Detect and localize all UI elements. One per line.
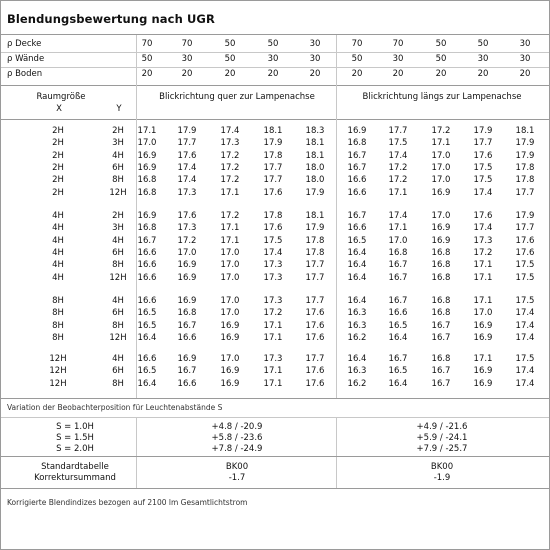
ugr-value: 16.7 bbox=[388, 260, 408, 271]
ugr-value: 16.6 bbox=[137, 247, 157, 258]
ugr-value: 17.1 bbox=[263, 332, 283, 343]
variation-left: +4.8 / -20.9 bbox=[211, 422, 263, 432]
ugr-value: 17.4 bbox=[388, 150, 408, 161]
ugr-value: 16.6 bbox=[347, 175, 367, 186]
room-x: 4H bbox=[52, 223, 64, 234]
ugr-value: 17.7 bbox=[515, 223, 535, 234]
ugr-value: 16.9 bbox=[137, 162, 157, 173]
ugr-value: 16.4 bbox=[388, 332, 408, 343]
reflectance-value: 30 bbox=[477, 54, 489, 64]
ugr-value: 17.3 bbox=[473, 235, 493, 246]
room-y: 4H bbox=[112, 296, 124, 306]
spacing-label: S = 1.0H bbox=[56, 422, 94, 432]
ugr-value: 17.7 bbox=[473, 138, 493, 149]
spacing-label: S = 2.0H bbox=[56, 444, 94, 454]
ugr-value: 17.4 bbox=[515, 320, 535, 331]
ugr-value: 16.5 bbox=[347, 235, 367, 246]
room-x: 4H bbox=[52, 211, 64, 221]
ugr-value: 17.6 bbox=[305, 366, 325, 377]
ugr-value: 16.8 bbox=[347, 138, 367, 149]
ugr-value: 16.5 bbox=[137, 308, 157, 319]
ugr-value: 17.0 bbox=[431, 175, 451, 186]
header-laengs: Blickrichtung längs zur Lampenachse bbox=[362, 92, 522, 102]
ugr-value: 17.4 bbox=[177, 162, 197, 173]
standard-right-value: -1.9 bbox=[433, 473, 451, 483]
divider bbox=[1, 34, 549, 35]
reflectance-value: 20 bbox=[519, 69, 531, 79]
ugr-value: 17.6 bbox=[263, 187, 283, 198]
ugr-value: 17.2 bbox=[263, 308, 283, 319]
ugr-value: 17.2 bbox=[220, 162, 240, 173]
ugr-value: 17.3 bbox=[177, 223, 197, 234]
room-x: 8H bbox=[52, 332, 64, 343]
ugr-value: 17.6 bbox=[177, 150, 197, 161]
ugr-value: 16.7 bbox=[431, 320, 451, 331]
ugr-value: 17.3 bbox=[177, 187, 197, 198]
room-x: 8H bbox=[52, 296, 64, 306]
reflectance-value: 30 bbox=[519, 39, 531, 49]
room-x: 4H bbox=[52, 272, 64, 283]
room-x: 4H bbox=[52, 260, 64, 271]
room-y: 2H bbox=[112, 211, 124, 221]
ugr-value: 17.4 bbox=[515, 366, 535, 377]
ugr-value: 17.9 bbox=[515, 150, 535, 161]
ugr-value: 17.9 bbox=[305, 187, 325, 198]
ugr-value: 16.8 bbox=[431, 260, 451, 271]
ugr-value: 17.7 bbox=[515, 187, 535, 198]
ugr-value: 16.9 bbox=[137, 150, 157, 161]
ugr-value: 17.7 bbox=[388, 126, 408, 136]
reflectance-value: 70 bbox=[181, 39, 193, 49]
x-label: X bbox=[56, 104, 62, 114]
ugr-value: 16.7 bbox=[137, 235, 157, 246]
room-x: 12H bbox=[49, 366, 67, 377]
reflectance-value: 30 bbox=[392, 54, 404, 64]
room-y: 8H bbox=[112, 320, 124, 331]
reflectance-value: 50 bbox=[351, 54, 363, 64]
ugr-value: 16.8 bbox=[137, 187, 157, 198]
ugr-value: 16.8 bbox=[137, 175, 157, 186]
room-x: 4H bbox=[52, 247, 64, 258]
variation-right: +7.9 / -25.7 bbox=[416, 444, 468, 454]
ugr-value: 17.8 bbox=[515, 162, 535, 173]
page-title: Blendungsbewertung nach UGR bbox=[7, 12, 215, 26]
ugr-value: 17.4 bbox=[177, 175, 197, 186]
ugr-value: 17.1 bbox=[473, 272, 493, 283]
ugr-value: 16.9 bbox=[137, 211, 157, 221]
room-y: 12H bbox=[109, 272, 127, 283]
ugr-value: 16.3 bbox=[347, 366, 367, 377]
reflectance-value: 50 bbox=[477, 39, 489, 49]
room-x: 2H bbox=[52, 126, 64, 136]
room-x: 2H bbox=[52, 187, 64, 198]
ugr-value: 16.8 bbox=[431, 308, 451, 319]
ugr-value: 17.6 bbox=[305, 378, 325, 389]
footer-note: Korrigierte Blendindizes bezogen auf 2100 lm Gesamtlichtstrom bbox=[7, 498, 248, 507]
ugr-value: 17.1 bbox=[388, 223, 408, 234]
ugr-value: 17.2 bbox=[388, 162, 408, 173]
ugr-value: 17.4 bbox=[515, 332, 535, 343]
standardtabelle-label: Standardtabelle bbox=[41, 462, 109, 472]
ugr-value: 17.1 bbox=[263, 378, 283, 389]
ugr-value: 17.6 bbox=[473, 150, 493, 161]
room-x: 8H bbox=[52, 320, 64, 331]
divider bbox=[1, 398, 549, 399]
ugr-value: 18.1 bbox=[515, 126, 535, 136]
column-divider bbox=[136, 35, 137, 399]
ugr-value: 17.7 bbox=[177, 138, 197, 149]
ugr-value: 16.9 bbox=[177, 354, 197, 364]
ugr-value: 16.4 bbox=[347, 354, 367, 364]
reflectance-value: 20 bbox=[351, 69, 363, 79]
standard-left-code: BK00 bbox=[225, 462, 249, 472]
ugr-value: 16.6 bbox=[137, 272, 157, 283]
ugr-value: 16.9 bbox=[177, 260, 197, 271]
room-y: 12H bbox=[109, 187, 127, 198]
ugr-value: 17.1 bbox=[473, 260, 493, 271]
reflectance-value: 70 bbox=[351, 39, 363, 49]
ugr-value: 17.4 bbox=[515, 308, 535, 319]
room-y: 12H bbox=[109, 332, 127, 343]
ugr-value: 17.1 bbox=[137, 126, 157, 136]
ugr-value: 17.7 bbox=[305, 296, 325, 306]
reflectance-label: ρ Decke bbox=[7, 39, 42, 49]
ugr-value: 17.4 bbox=[515, 378, 535, 389]
room-x: 2H bbox=[52, 150, 64, 161]
reflectance-value: 30 bbox=[309, 54, 321, 64]
ugr-value: 17.5 bbox=[473, 162, 493, 173]
variation-right: +5.9 / -24.1 bbox=[416, 433, 468, 443]
room-y: 4H bbox=[112, 354, 124, 364]
ugr-value: 17.1 bbox=[473, 354, 493, 364]
ugr-value: 17.1 bbox=[388, 187, 408, 198]
ugr-value: 16.9 bbox=[177, 296, 197, 306]
ugr-value: 18.1 bbox=[305, 138, 325, 149]
ugr-value: 17.3 bbox=[263, 296, 283, 306]
ugr-value: 17.8 bbox=[263, 211, 283, 221]
ugr-value: 17.7 bbox=[263, 175, 283, 186]
ugr-value: 17.2 bbox=[431, 126, 451, 136]
ugr-value: 16.9 bbox=[431, 235, 451, 246]
ugr-value: 17.4 bbox=[263, 247, 283, 258]
variation-caption: Variation der Beobachterposition für Leuchtenabstände S bbox=[7, 403, 223, 412]
ugr-value: 16.9 bbox=[177, 272, 197, 283]
standard-left-value: -1.7 bbox=[228, 473, 246, 483]
ugr-value: 17.0 bbox=[220, 308, 240, 319]
ugr-value: 16.7 bbox=[347, 150, 367, 161]
ugr-value: 16.4 bbox=[347, 260, 367, 271]
divider bbox=[1, 119, 549, 120]
korrektursummand-label: Korrektursummand bbox=[34, 473, 116, 483]
ugr-value: 17.0 bbox=[220, 260, 240, 271]
ugr-value: 17.6 bbox=[305, 308, 325, 319]
ugr-value: 17.6 bbox=[515, 247, 535, 258]
ugr-value: 16.9 bbox=[473, 320, 493, 331]
room-y: 8H bbox=[112, 378, 124, 389]
header-quer: Blickrichtung quer zur Lampenachse bbox=[159, 92, 315, 102]
reflectance-value: 50 bbox=[141, 54, 153, 64]
ugr-value: 17.5 bbox=[515, 272, 535, 283]
ugr-value: 18.1 bbox=[305, 211, 325, 221]
ugr-value: 17.6 bbox=[263, 223, 283, 234]
ugr-value: 16.9 bbox=[220, 332, 240, 343]
ugr-value: 17.9 bbox=[515, 138, 535, 149]
room-y: 6H bbox=[112, 366, 124, 377]
ugr-value: 16.4 bbox=[137, 332, 157, 343]
ugr-value: 17.0 bbox=[220, 272, 240, 283]
ugr-value: 16.7 bbox=[431, 378, 451, 389]
ugr-value: 17.0 bbox=[220, 354, 240, 364]
ugr-value: 17.2 bbox=[177, 235, 197, 246]
ugr-value: 16.6 bbox=[137, 260, 157, 271]
room-y: 6H bbox=[112, 247, 124, 258]
ugr-value: 17.1 bbox=[220, 187, 240, 198]
ugr-value: 18.3 bbox=[305, 126, 325, 136]
ugr-value: 16.7 bbox=[177, 320, 197, 331]
ugr-value: 16.5 bbox=[137, 320, 157, 331]
ugr-value: 16.2 bbox=[347, 378, 367, 389]
reflectance-value: 20 bbox=[181, 69, 193, 79]
ugr-value: 17.2 bbox=[220, 150, 240, 161]
variation-left: +7.8 / -24.9 bbox=[211, 444, 263, 454]
ugr-value: 17.5 bbox=[515, 260, 535, 271]
column-divider bbox=[136, 418, 137, 456]
room-x: 4H bbox=[52, 235, 64, 246]
ugr-value: 16.3 bbox=[347, 308, 367, 319]
ugr-value: 17.9 bbox=[515, 211, 535, 221]
ugr-value: 16.2 bbox=[347, 332, 367, 343]
reflectance-value: 30 bbox=[181, 54, 193, 64]
ugr-value: 17.0 bbox=[431, 162, 451, 173]
ugr-value: 16.3 bbox=[347, 320, 367, 331]
room-y: 6H bbox=[112, 162, 124, 173]
ugr-value: 16.9 bbox=[431, 187, 451, 198]
ugr-value: 16.7 bbox=[388, 296, 408, 306]
divider bbox=[1, 456, 549, 457]
ugr-value: 17.4 bbox=[473, 223, 493, 234]
ugr-value: 17.5 bbox=[515, 354, 535, 364]
ugr-value: 17.0 bbox=[431, 150, 451, 161]
ugr-value: 17.9 bbox=[305, 223, 325, 234]
ugr-value: 17.7 bbox=[305, 260, 325, 271]
ugr-value: 16.6 bbox=[388, 308, 408, 319]
ugr-value: 16.7 bbox=[347, 211, 367, 221]
ugr-value: 17.8 bbox=[515, 175, 535, 186]
ugr-value: 16.7 bbox=[347, 162, 367, 173]
ugr-value: 17.0 bbox=[220, 247, 240, 258]
room-x: 2H bbox=[52, 138, 64, 149]
ugr-value: 17.4 bbox=[473, 187, 493, 198]
ugr-value: 16.6 bbox=[347, 223, 367, 234]
reflectance-value: 50 bbox=[224, 54, 236, 64]
ugr-value: 16.6 bbox=[347, 187, 367, 198]
room-x: 12H bbox=[49, 378, 67, 389]
reflectance-value: 20 bbox=[477, 69, 489, 79]
ugr-value: 18.0 bbox=[305, 175, 325, 186]
ugr-value: 16.9 bbox=[220, 366, 240, 377]
ugr-value: 16.8 bbox=[431, 354, 451, 364]
ugr-value: 17.0 bbox=[473, 308, 493, 319]
ugr-value: 16.8 bbox=[388, 247, 408, 258]
ugr-value: 17.6 bbox=[305, 320, 325, 331]
ugr-value: 17.7 bbox=[305, 272, 325, 283]
ugr-value: 17.1 bbox=[220, 223, 240, 234]
ugr-value: 17.6 bbox=[473, 211, 493, 221]
room-x: 8H bbox=[52, 308, 64, 319]
ugr-value: 17.9 bbox=[263, 138, 283, 149]
room-x: 2H bbox=[52, 175, 64, 186]
reflectance-value: 30 bbox=[267, 54, 279, 64]
raumgroesse-label: Raumgröße bbox=[36, 92, 86, 102]
ugr-value: 17.8 bbox=[305, 247, 325, 258]
ugr-value: 16.8 bbox=[137, 223, 157, 234]
reflectance-value: 50 bbox=[435, 39, 447, 49]
room-y: 3H bbox=[112, 138, 124, 149]
ugr-value: 17.0 bbox=[431, 211, 451, 221]
ugr-value: 16.9 bbox=[220, 320, 240, 331]
ugr-value: 16.9 bbox=[220, 378, 240, 389]
ugr-value: 17.1 bbox=[473, 296, 493, 306]
room-y: 6H bbox=[112, 308, 124, 319]
room-x: 2H bbox=[52, 162, 64, 173]
ugr-value: 17.2 bbox=[473, 247, 493, 258]
ugr-value: 17.7 bbox=[263, 162, 283, 173]
ugr-value: 17.1 bbox=[263, 366, 283, 377]
ugr-value: 16.6 bbox=[177, 378, 197, 389]
ugr-value: 16.7 bbox=[431, 366, 451, 377]
variation-left: +5.8 / -23.6 bbox=[211, 433, 263, 443]
ugr-value: 17.6 bbox=[515, 235, 535, 246]
ugr-value: 16.7 bbox=[431, 332, 451, 343]
room-y: 2H bbox=[112, 126, 124, 136]
room-x: 12H bbox=[49, 354, 67, 364]
ugr-value: 17.6 bbox=[305, 332, 325, 343]
reflectance-value: 20 bbox=[392, 69, 404, 79]
ugr-value: 16.9 bbox=[431, 223, 451, 234]
ugr-value: 17.3 bbox=[263, 260, 283, 271]
ugr-value: 16.6 bbox=[137, 296, 157, 306]
ugr-value: 16.8 bbox=[431, 296, 451, 306]
ugr-value: 18.1 bbox=[305, 150, 325, 161]
ugr-value: 16.8 bbox=[431, 247, 451, 258]
reflectance-label: ρ Boden bbox=[7, 69, 43, 79]
ugr-value: 17.8 bbox=[305, 235, 325, 246]
ugr-value: 16.4 bbox=[347, 296, 367, 306]
spacing-label: S = 1.5H bbox=[56, 433, 94, 443]
row-divider bbox=[1, 67, 549, 68]
ugr-value: 17.5 bbox=[388, 138, 408, 149]
ugr-value: 16.5 bbox=[137, 366, 157, 377]
ugr-value: 16.9 bbox=[473, 378, 493, 389]
ugr-value: 17.6 bbox=[177, 211, 197, 221]
ugr-value: 16.4 bbox=[137, 378, 157, 389]
ugr-value: 17.1 bbox=[431, 138, 451, 149]
ugr-value: 17.2 bbox=[220, 211, 240, 221]
divider bbox=[1, 85, 549, 86]
ugr-value: 18.0 bbox=[305, 162, 325, 173]
ugr-value: 17.0 bbox=[220, 296, 240, 306]
y-label: Y bbox=[116, 104, 122, 114]
ugr-value: 17.7 bbox=[305, 354, 325, 364]
column-divider bbox=[336, 457, 337, 488]
ugr-value: 16.7 bbox=[388, 354, 408, 364]
ugr-value: 16.9 bbox=[473, 366, 493, 377]
ugr-value: 17.0 bbox=[388, 235, 408, 246]
ugr-value: 17.5 bbox=[263, 235, 283, 246]
reflectance-value: 50 bbox=[224, 39, 236, 49]
reflectance-value: 20 bbox=[267, 69, 279, 79]
column-divider bbox=[336, 35, 337, 399]
ugr-value: 17.5 bbox=[473, 175, 493, 186]
ugr-value: 17.3 bbox=[263, 272, 283, 283]
ugr-value: 17.2 bbox=[220, 175, 240, 186]
reflectance-value: 70 bbox=[392, 39, 404, 49]
reflectance-value: 70 bbox=[141, 39, 153, 49]
ugr-value: 17.3 bbox=[263, 354, 283, 364]
room-y: 4H bbox=[112, 235, 124, 246]
ugr-value: 16.8 bbox=[431, 272, 451, 283]
ugr-value: 16.9 bbox=[473, 332, 493, 343]
ugr-value: 17.1 bbox=[263, 320, 283, 331]
reflectance-value: 20 bbox=[224, 69, 236, 79]
ugr-value: 17.9 bbox=[473, 126, 493, 136]
variation-right: +4.9 / -21.6 bbox=[416, 422, 468, 432]
ugr-value: 16.7 bbox=[388, 272, 408, 283]
room-y: 3H bbox=[112, 223, 124, 234]
ugr-value: 17.1 bbox=[220, 235, 240, 246]
ugr-value: 16.7 bbox=[177, 366, 197, 377]
ugr-value: 17.2 bbox=[388, 175, 408, 186]
reflectance-value: 20 bbox=[435, 69, 447, 79]
ugr-value: 16.5 bbox=[388, 366, 408, 377]
reflectance-value: 20 bbox=[141, 69, 153, 79]
row-divider bbox=[1, 52, 549, 53]
ugr-value: 16.4 bbox=[347, 247, 367, 258]
ugr-value: 17.4 bbox=[388, 211, 408, 221]
column-divider bbox=[136, 457, 137, 488]
divider bbox=[1, 488, 549, 489]
room-y: 8H bbox=[112, 175, 124, 186]
ugr-value: 16.4 bbox=[388, 378, 408, 389]
ugr-value: 17.8 bbox=[263, 150, 283, 161]
column-divider bbox=[336, 418, 337, 456]
ugr-value: 16.8 bbox=[177, 308, 197, 319]
ugr-value: 16.6 bbox=[177, 332, 197, 343]
room-y: 4H bbox=[112, 150, 124, 161]
ugr-value: 16.9 bbox=[347, 126, 367, 136]
reflectance-label: ρ Wände bbox=[7, 54, 45, 64]
ugr-value: 17.0 bbox=[177, 247, 197, 258]
ugr-value: 16.5 bbox=[388, 320, 408, 331]
standard-right-code: BK00 bbox=[430, 462, 454, 472]
reflectance-value: 50 bbox=[435, 54, 447, 64]
ugr-value: 17.3 bbox=[220, 138, 240, 149]
divider bbox=[1, 417, 549, 418]
ugr-value: 16.6 bbox=[137, 354, 157, 364]
ugr-value: 18.1 bbox=[263, 126, 283, 136]
reflectance-value: 30 bbox=[309, 39, 321, 49]
reflectance-value: 20 bbox=[309, 69, 321, 79]
ugr-value: 17.9 bbox=[177, 126, 197, 136]
ugr-value: 17.0 bbox=[137, 138, 157, 149]
room-y: 8H bbox=[112, 260, 124, 271]
ugr-value: 17.5 bbox=[515, 296, 535, 306]
ugr-value: 16.4 bbox=[347, 272, 367, 283]
reflectance-value: 50 bbox=[267, 39, 279, 49]
reflectance-value: 30 bbox=[519, 54, 531, 64]
ugr-value: 17.4 bbox=[220, 126, 240, 136]
